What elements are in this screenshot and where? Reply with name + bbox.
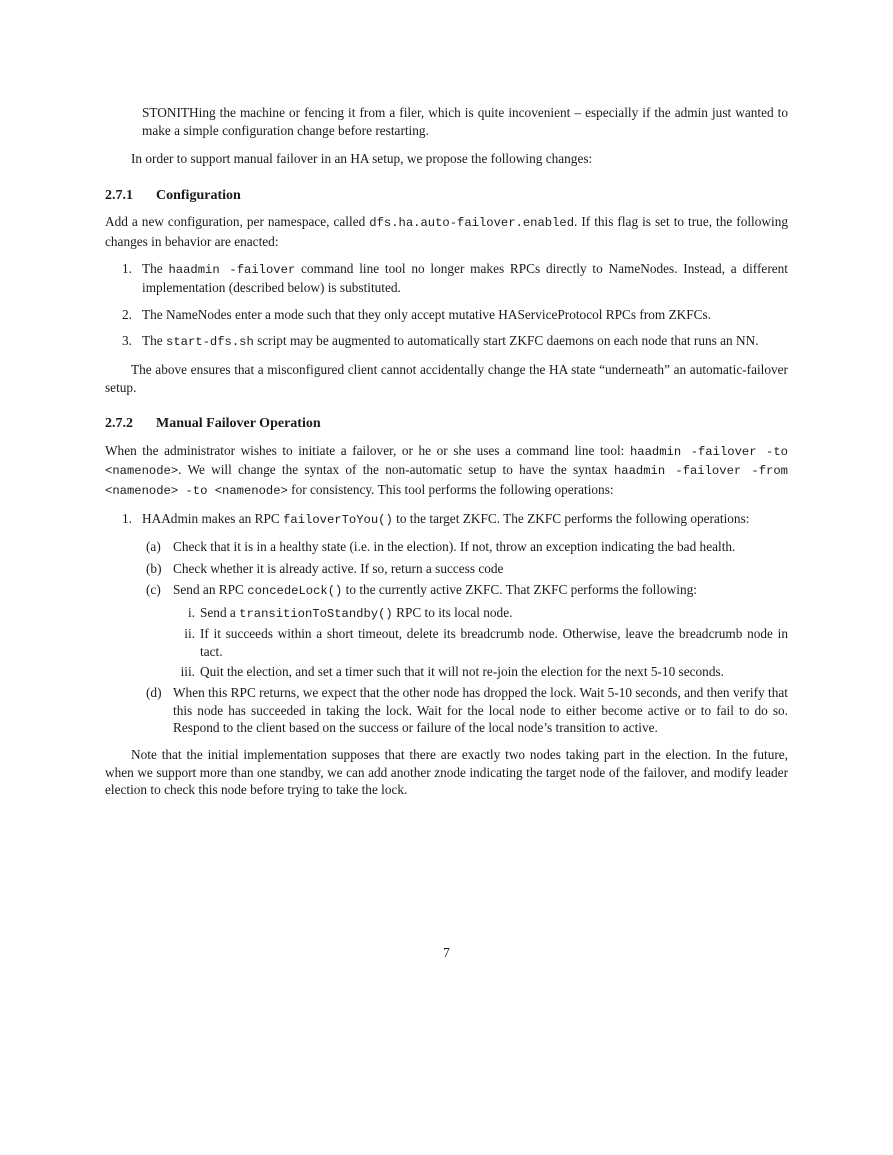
config-list: [105, 260, 788, 352]
text-span: . If this flag is set to true, the following changes in behavior are enacted:: [105, 214, 788, 249]
roman-list: [173, 604, 788, 680]
list-label: ii.: [184, 626, 195, 642]
text-span: Add a new configuration, per namespace, called: [105, 214, 370, 230]
page-number: 7: [443, 945, 450, 960]
text-span: Check whether it is already active. If so, return a success code: [173, 560, 504, 576]
roman-list-item: [173, 625, 788, 660]
sub-list-item: [142, 581, 788, 680]
section-title: Manual Failover Operation: [156, 416, 321, 432]
text-span: for consistency. This tool performs the following operations:: [287, 481, 614, 497]
list-label: 3.: [122, 333, 132, 349]
roman-list-item: [173, 604, 788, 624]
list-label: iii.: [180, 663, 195, 679]
text-span: The: [142, 333, 166, 349]
manual-paragraph: [105, 442, 788, 501]
text-span: RPC to its local node.: [392, 604, 513, 620]
sub-list-item: [142, 538, 788, 556]
code-span: failoverToYou(): [283, 512, 393, 527]
code-span: transitionToStandby(): [239, 606, 393, 621]
list-label: 1.: [122, 510, 132, 526]
sub-list: [142, 538, 788, 737]
section-heading-configuration: [105, 187, 788, 205]
text-span: Send an RPC: [173, 582, 248, 598]
section-number: 2.7.1: [105, 187, 133, 203]
config-paragraph: [105, 213, 788, 250]
code-span: start-dfs.sh: [166, 335, 254, 350]
list-item: [105, 260, 788, 297]
code-span: haadmin -failover -from <namenode> -to <namenode>: [105, 464, 788, 498]
text-span: to the target ZKFC. The ZKFC performs the following operations:: [392, 510, 750, 526]
text-span: The: [142, 260, 169, 276]
text-span: HAAdmin makes an RPC: [142, 510, 284, 526]
config-closing: The above ensures that a misconfigured client cannot accidentally change the HA state “underneath” an automatic-failover setup.: [105, 361, 788, 395]
list-label: 1.: [122, 260, 132, 276]
text-span: If it succeeds within a short timeout, delete its breadcrumb node. Otherwise, leave the breadcrumb node in tact.: [200, 626, 788, 660]
section-number: 2.7.2: [105, 416, 133, 432]
list-item: [105, 510, 788, 738]
text-span: When the administrator wishes to initiate a failover, or he or she uses a command line tool:: [105, 442, 630, 458]
note-paragraph: Note that the initial implementation supposes that there are exactly two nodes taking part in the election. In the future, when we support more than one standby, we can add another znode indicating the target node of the failover, and modify leader election to check this node before trying to take the lock.: [105, 747, 788, 798]
list-label: i.: [187, 604, 195, 620]
section-heading-manual-failover: [105, 415, 788, 433]
section-title: Configuration: [156, 187, 241, 203]
text-span: . We will change the syntax of the non-automatic setup to have the syntax: [178, 462, 614, 478]
list-label: (d): [146, 685, 162, 701]
list-item: [105, 306, 788, 324]
list-label: (c): [146, 582, 161, 598]
sub-list-item: [142, 684, 788, 737]
text-span: The NameNodes enter a mode such that they only accept mutative HAServiceProtocol RPCs from ZKFCs.: [142, 306, 712, 322]
code-span: haadmin -failover: [168, 262, 296, 277]
text-span: script may be augmented to automatically start ZKFC daemons on each node that runs an NN.: [253, 333, 759, 349]
text-span: Quit the election, and set a timer such that it will not re-join the election for the next 5-10 seconds.: [200, 663, 724, 679]
manual-list: [105, 510, 788, 738]
list-label: 2.: [122, 306, 132, 322]
roman-list-item: [173, 663, 788, 681]
text-span: When this RPC returns, we expect that the other node has dropped the lock. Wait 5-10 seconds, and then verify that this node has succeeded in taking the lock. Wait for the local node to either become active or to fail to do so. Respond to the client based on the success or failure of the local node’s transition to active.: [173, 685, 788, 736]
intro-continuation: STONITHing the machine or fencing it from a filer, which is quite incovenient – especially if the admin just wanted to make a simple configuration change before restarting.: [142, 105, 788, 138]
sub-list-item: [142, 560, 788, 578]
code-span: haadmin -failover -to <namenode>: [105, 444, 789, 479]
code-span: dfs.ha.auto-failover.enabled: [369, 216, 575, 231]
list-label: (a): [146, 539, 161, 555]
text-span: Send a: [200, 604, 240, 620]
text-span: command line tool no longer makes RPCs directly to NameNodes. Instead, a different implementation (described below) is substituted.: [142, 260, 788, 296]
code-span: concedeLock(): [247, 584, 343, 599]
text-span: to the currently active ZKFC. That ZKFC performs the following:: [342, 582, 697, 598]
intro-proposal: In order to support manual failover in an HA setup, we propose the following changes:: [131, 151, 593, 167]
page-body: [105, 104, 788, 799]
list-item: [105, 332, 788, 352]
list-label: (b): [146, 560, 162, 576]
text-span: Check that it is in a healthy state (i.e. in the election). If not, throw an exception indicating the bad health.: [173, 539, 736, 555]
